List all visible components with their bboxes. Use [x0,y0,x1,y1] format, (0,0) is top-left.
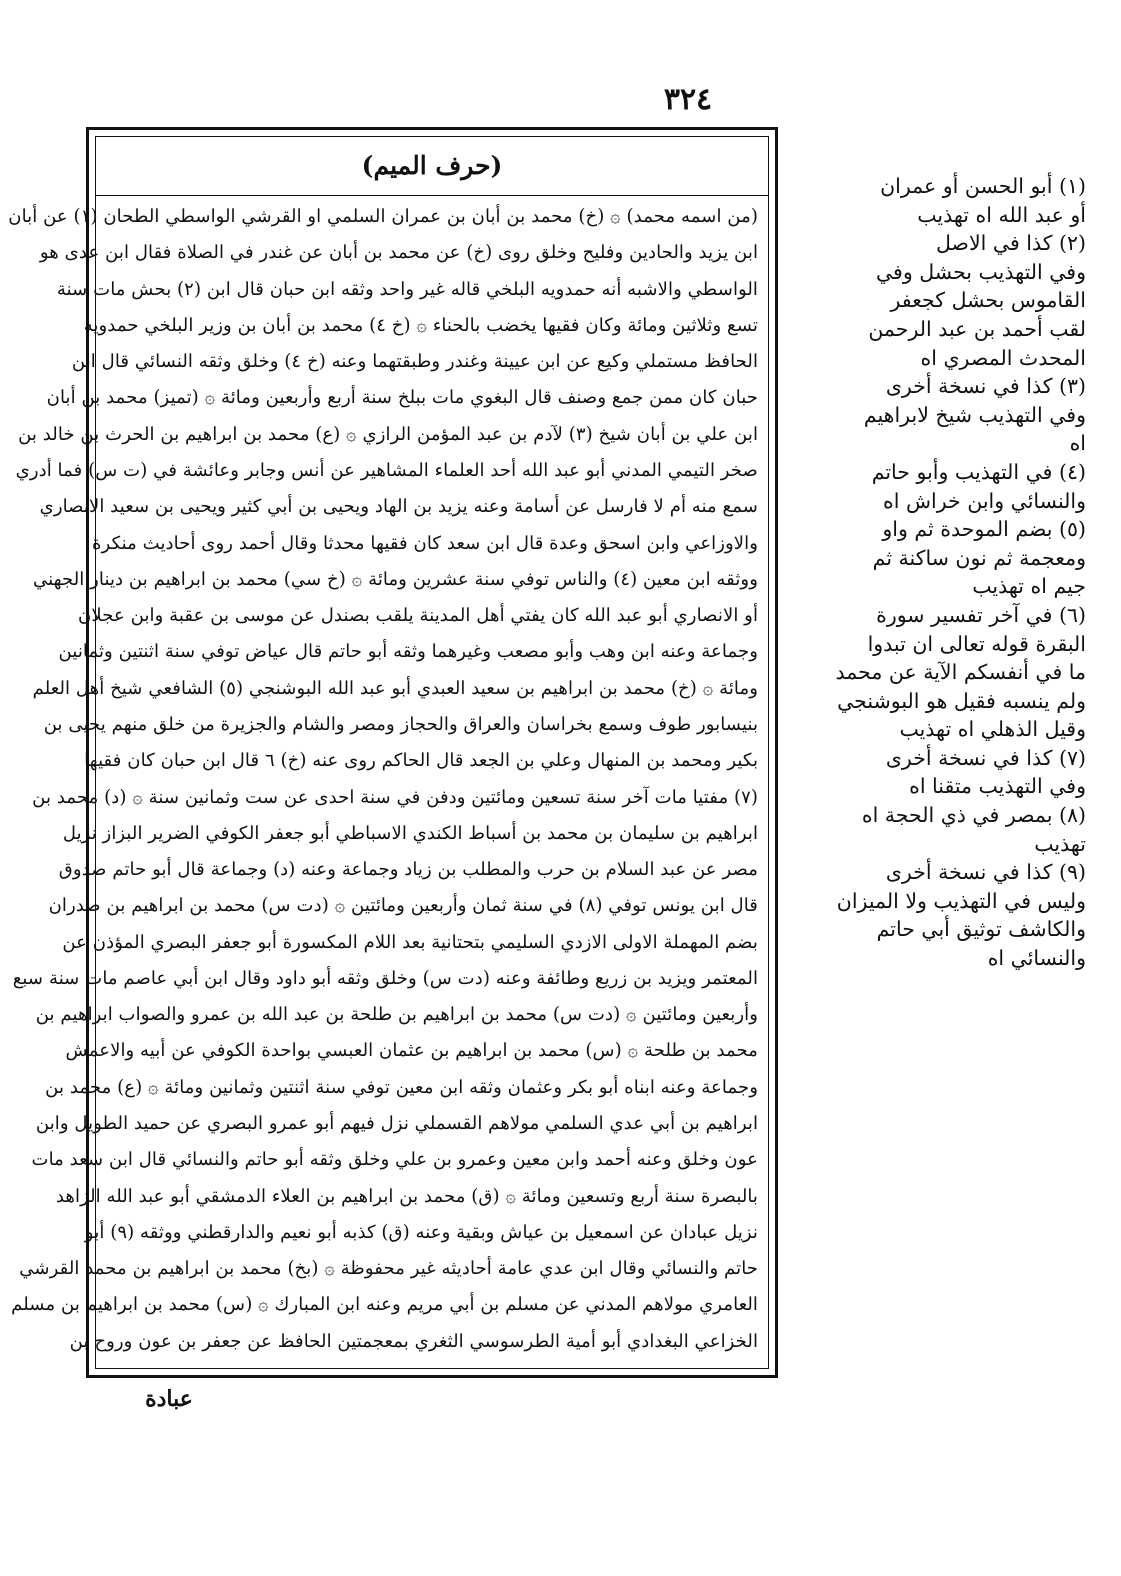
note-line: تهذيب [1034,831,1086,856]
main-text-line: تسع وثلاثين ومائة وكان فقيها يخضب بالحناء ۞ (خ ٤) محمد بن أبان بن وزير البلخي حمدويه [83,314,758,336]
main-text-line: والاوزاعي وابن اسحق وعدة قال ابن سعد كان فقيها محدثا وقال أحمد روى أحاديث منكرة [92,532,758,554]
main-text-line: صخر التيمي المدني أبو عبد الله أحد العلماء المشاهير عن أنس وجابر وعائشة في (ت س) فما أدري [15,459,758,481]
main-text-line: (من اسمه محمد) ۞ (خ) محمد بن أبان بن عمران السلمي او القرشي الواسطي الطحان (١) عن أبان [8,206,758,227]
note-line: (٨) بمصر في ذي الحجة اه [861,803,1086,828]
main-text-line: بنيسابور طوف وسمع بخراسان والعراق والحجاز ومصر والشام والجزيرة من خلق منهم يحيى بن [43,713,758,735]
catchword: عبادة [145,1386,193,1412]
main-text-line: حاتم والنسائي وقال ابن عدي عامة أحاديثه غير محفوظة ۞ (بخ) محمد بن ابراهيم بن محمد القرشي [19,1258,758,1280]
note-line: (٣) كذا في نسخة أخرى [885,374,1086,399]
main-text-line: ابراهيم بن أبي عدي السلمي مولاهم القسملي نزل فيهم أبو عمرو البصري عن حميد الطويل وابن [35,1113,758,1135]
note-line: (١) أبو الحسن أو عمران [880,174,1086,198]
note-line: جيم اه تهذيب [972,574,1086,599]
main-text-line: ابن يزيد والحادين وفليح وخلق روى (خ) عن محمد بن أبان عن غندر في الصلاة فقال ابن عدى هو [39,242,758,264]
main-text-line: الواسطي والاشبه أنه حمدويه البلخي قاله غير واحد وثقه ابن حبان قال ابن (٢) بحش مات سنة [56,278,758,300]
main-text-line: نزيل عبادان عن اسمعيل بن عياش وبقية وعنه (ق) كذبه أبو نعيم والدارقطني ووثقه (٩) أبو [84,1221,758,1243]
main-text-line: حبان كان ممن جمع وصنف قال البغوي مات ببلخ سنة أربع وأربعين ومائة ۞ (تميز) محمد بن أبان [46,387,758,409]
main-text-line: بكير ومحمد بن المنهال وعلي بن الجعد قال الحاكم روى عنه (خ) ٦ قال ابن حبان كان فقيها [84,750,758,772]
main-text-line: أو الانصاري أبو عبد الله كان يفتي أهل المدينة يلقب بصندل عن موسى بن عقبة وابن عجلان [78,605,758,627]
note-line: ما في أنفسكم الآية عن محمد [835,660,1086,685]
note-line: أو عبد الله اه تهذيب [917,202,1086,227]
note-line: وليس في التهذيب ولا الميزان [836,888,1086,913]
main-text-line: ووثقه ابن معين (٤) والناس توفي سنة عشرين ومائة ۞ (خ سي) محمد بن ابراهيم بن دينار الجهني [32,568,758,590]
page-number: ٣٢٤ [663,82,713,117]
main-text-line: المعتمر ويزيد بن زريع وطائفة وعنه (دت س) وخلق وثقه أبو داود وقال ابن أبي عاصم مات سنة سبع [12,967,758,989]
main-text-line: وجماعة وعنه ابن وهب وأبو مصعب وغيرهما وثقه أبو حاتم قال عياض توفي سنة اثنتين وثمانين [58,641,758,663]
main-text-line: الخزاعي البغدادي أبو أمية الطرسوسي الثغري بمعجمتين الحافظ عن جعفر بن عون وروح بن [69,1330,758,1352]
main-text-line: ابن علي بن أبان شيخ (٣) لآدم بن عبد المؤمن الرازي ۞ (ع) محمد بن ابراهيم بن الحرث بن خالد بن [18,423,758,445]
note-line: (٢) كذا في الاصل [936,231,1086,256]
note-line: ومعجمة ثم نون ساكنة ثم [872,545,1086,570]
note-line: البقرة قوله تعالى ان تبدوا [867,631,1086,656]
main-text-line: ابراهيم بن سليمان بن محمد بن أسباط الكندي الاسباطي أبو جعفر الكوفي الضرير البزاز نزيل [62,822,758,844]
note-line: وفي التهذيب شيخ لابراهيم [863,402,1086,427]
main-text-line: محمد بن طلحة ۞ (س) محمد بن ابراهيم بن عثمان العبسي بواحدة الكوفي عن أبيه والاعمش [65,1040,758,1062]
margin-notes [788,172,1086,973]
main-text-line: بالبصرة سنة أربع وتسعين ومائة ۞ (ق) محمد بن ابراهيم بن العلاء الدمشقي أبو عبد الله الزاهد [55,1185,758,1207]
main-text-line: مصر عن عبد السلام بن حرب والمطلب بن زياد وجماعة وعنه (د) وجماعة قال أبو حاتم صدوق [58,859,758,881]
main-text-line: ومائة ۞ (خ) محمد بن ابراهيم بن سعيد العبدي أبو عبد الله البوشنجي (٥) الشافعي شيخ أهل العلم [32,677,758,699]
main-text-line: بضم المهملة الاولى الازدي السليمي بتحتانية بعد اللام المكسورة أبو جعفر البصري المؤذن عن [62,931,758,953]
main-text-line: عون وخلق وعنه أحمد وابن معين وعمرو بن علي وخلق وثقه أبو حاتم والنسائي قال ابن سعد مات [31,1149,758,1171]
text-frame-inner [8,136,769,1369]
note-line: وقيل الذهلي اه تهذيب [899,717,1086,742]
note-line: والنسائي اه [987,946,1086,971]
main-text [8,199,758,1360]
chapter-divider [96,195,768,196]
main-text-line: وأربعين ومائتين ۞ (دت س) محمد بن ابراهيم بن طلحة بن عبد الله بن عمرو والصواب ابراهيم بن [35,1004,758,1026]
note-line: (٩) كذا في نسخة أخرى [885,860,1086,885]
note-line: وفي التهذيب بحشل وفي [875,259,1086,284]
text-frame [8,127,778,1378]
note-line: وفي التهذيب متقنا اه [909,774,1086,799]
main-text-line: العامري مولاهم المدني عن مسلم بن أبي مريم وعنه ابن المبارك ۞ (س) محمد بن ابراهيم بن مسلم [11,1294,758,1316]
main-text-line: قال ابن يونس توفي (٨) في سنة ثمان وأربعين ومائتين ۞ (دت س) محمد بن ابراهيم بن صدران [48,895,758,917]
note-line: القاموس بحشل كجعفر [890,288,1086,313]
chapter-heading: (حرف الميم) [361,151,503,180]
main-text-line: (٧) مفتيا مات آخر سنة تسعين ومائتين ودفن في سنة احدى عن ست وثمانين سنة ۞ (د) محمد بن [32,786,758,808]
note-line: المحدث المصري اه [920,345,1086,370]
note-line: (٥) بضم الموحدة ثم واو [882,517,1086,542]
note-line: ولم ينسبه فقيل هو البوشنجي [837,688,1086,713]
main-text-line: سمع منه أم لا فارسل عن أسامة وعنه يزيد بن الهاد ويحيى بن أبي كثير ويحيى بن سعيد الانصاري [39,496,758,518]
note-line: (٤) في التهذيب وأبو حاتم [871,459,1086,484]
note-line: والكاشف توثيق أبي حاتم [876,917,1086,942]
main-text-line: الحافظ مستملي وكيع عن ابن عيينة وغندر وطبقتهما وعنه (خ ٤) وخلق وثقه النسائي قال ابن [71,351,758,373]
note-line: والنسائي وابن خراش اه [883,488,1086,513]
note-line: اه [1069,431,1086,456]
main-text-line: وجماعة وعنه ابناه أبو بكر وعثمان وثقه ابن معين توفي سنة اثنتين وثمانين ومائة ۞ (ع) محمد بن [45,1076,758,1098]
note-line: لقب أحمد بن عبد الرحمن [868,316,1086,341]
note-line: (٧) كذا في نسخة أخرى [885,745,1086,770]
note-line: (٦) في آخر تفسير سورة [876,602,1086,627]
